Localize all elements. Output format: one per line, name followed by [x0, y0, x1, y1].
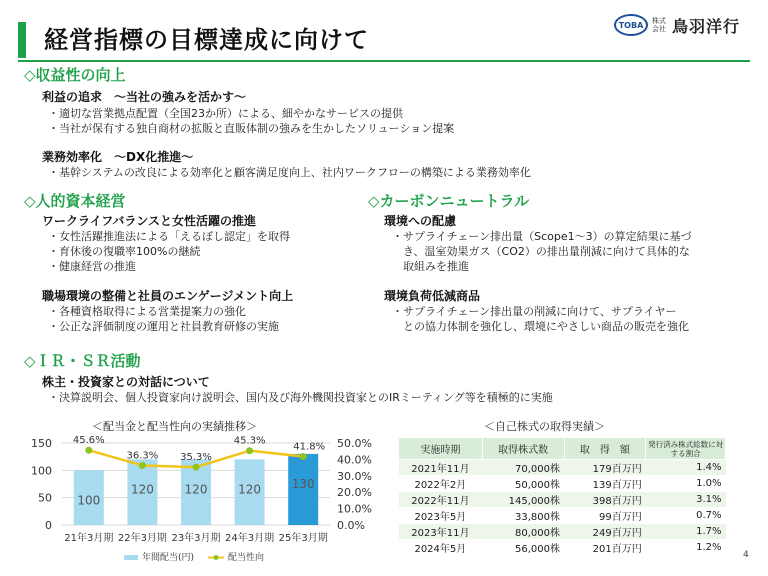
- table-cell: 201百万円: [564, 540, 646, 556]
- payout-ratio-label: 45.6%: [72, 435, 105, 447]
- table-cell: 2022年11月: [399, 492, 483, 508]
- sub-profit-2: 業務効率化 ～DX化推進～: [42, 150, 194, 164]
- heading-profit: ◇収益性の向上: [24, 66, 126, 84]
- table-cell: 70,000株: [482, 460, 564, 476]
- x-tick-label: 24年3月期: [225, 533, 275, 544]
- y2-tick-label: 0.0%: [337, 519, 365, 532]
- payout-ratio-label: 36.3%: [126, 450, 159, 462]
- sub-human-1: ワークライフバランスと女性活躍の推進: [42, 214, 256, 228]
- table-cell: 99百万円: [564, 508, 646, 524]
- x-tick-label: 25年3月期: [278, 533, 328, 544]
- table-cell: 1.4%: [646, 460, 726, 476]
- table-row: [399, 476, 726, 492]
- table-cell: 1.7%: [646, 524, 726, 540]
- dividend-chart: [0, 430, 392, 576]
- payout-ratio-point: [85, 447, 92, 454]
- legend-label-line: 配当性向: [228, 553, 265, 563]
- table-row: [399, 508, 726, 524]
- bar-value-label: 130: [291, 476, 315, 491]
- table-header: 取 得 額: [564, 438, 646, 460]
- table-row: [399, 460, 726, 476]
- sub-carbon-2: 環境負荷低減商品: [384, 289, 481, 303]
- title-accent: [18, 22, 26, 58]
- carbon-item: との協力体制を強化し、環境にやさしい商品の販売を強化: [392, 320, 689, 333]
- legend-swatch-bar: [124, 555, 138, 560]
- ir-item: ・決算説明会、個人投資家向け説明会、国内及び海外機関投資家とのIRミーティング等を積極的に実施: [48, 391, 553, 404]
- table-caption: ＜自己株式の取得実績＞: [484, 420, 605, 433]
- table-row: [399, 524, 726, 540]
- payout-ratio-point: [300, 453, 307, 460]
- y2-tick-label: 40.0%: [337, 453, 372, 467]
- profit-item: ・当社が保有する独自商材の拡販と直販体制の強みを生かしたソリューション提案: [48, 122, 455, 135]
- table-cell: 80,000株: [482, 524, 564, 540]
- sub-human-2: 職場環境の整備と社員のエンゲージメント向上: [42, 289, 294, 303]
- company-logo: [614, 12, 740, 38]
- logo-name: 鳥羽洋行: [672, 16, 741, 36]
- y-tick-label: 150: [31, 437, 52, 450]
- payout-ratio-label: 45.3%: [233, 435, 266, 447]
- table-cell: 33,800株: [482, 508, 564, 524]
- table-header: 実施時期: [399, 438, 483, 460]
- y-tick-label: 50: [38, 491, 52, 505]
- table-cell: 1.0%: [646, 476, 726, 492]
- page-title: 経営指標の目標達成に向けて: [44, 26, 369, 54]
- table-header: 発行済み株式総数に対する割合: [646, 438, 726, 460]
- carbon-item: き、温室効果ガス（CO2）の排出量削減に向けて具体的な: [392, 245, 690, 258]
- table-cell: 2022年2月: [399, 476, 483, 492]
- logo-kaisha: 株式会社: [652, 17, 666, 33]
- x-tick-label: 21年3月期: [64, 533, 114, 544]
- x-tick-label: 23年3月期: [171, 533, 221, 544]
- table-cell: 50,000株: [482, 476, 564, 492]
- legend-label-bar: 年間配当(円): [142, 553, 195, 563]
- bar-value-label: 120: [130, 482, 154, 497]
- y2-tick-label: 30.0%: [337, 469, 372, 483]
- table-cell: 1.2%: [646, 540, 726, 556]
- profit-item: ・基幹システムの改良による効率化と顧客満足度向上、社内ワークフローの構築による業務効率化: [48, 166, 531, 179]
- legend-marker-line: [214, 555, 219, 560]
- y-tick-label: 100: [31, 464, 52, 478]
- table-cell: 3.1%: [646, 492, 726, 508]
- buyback-table: [398, 437, 726, 556]
- table-cell: 2023年5月: [399, 508, 483, 524]
- table-cell: 398百万円: [564, 492, 646, 508]
- table-cell: 56,000株: [482, 540, 564, 556]
- table-row: [399, 492, 726, 508]
- payout-ratio-point: [246, 447, 253, 454]
- table-cell: 249百万円: [564, 524, 646, 540]
- y2-tick-label: 10.0%: [337, 502, 372, 516]
- human-item: ・健康経営の推進: [48, 260, 136, 273]
- bar-value-label: 100: [77, 493, 101, 508]
- carbon-item: ・サプライチェーン排出量（Scope1～3）の算定結果に基づ: [392, 230, 692, 243]
- table-header: 取得株式数: [482, 438, 564, 460]
- table-cell: 179百万円: [564, 460, 646, 476]
- title-rule: [18, 60, 750, 62]
- bar-value-label: 120: [238, 482, 262, 497]
- sub-profit-1: 利益の追求 ～当社の強みを活かす～: [42, 90, 247, 104]
- payout-ratio-point: [193, 464, 200, 471]
- bar-value-label: 120: [184, 482, 208, 497]
- y2-tick-label: 20.0%: [337, 486, 372, 500]
- heading-human: ◇人的資本経営: [24, 192, 126, 210]
- table-cell: 2023年11月: [399, 524, 483, 540]
- human-item: ・女性活躍推進法による「えるぼし認定」を取得: [48, 230, 290, 243]
- carbon-item: 取組みを推進: [392, 260, 469, 273]
- payout-ratio-label: 35.3%: [180, 452, 212, 464]
- table-cell: 2024年5月: [399, 540, 483, 556]
- x-tick-label: 22年3月期: [117, 533, 167, 544]
- table-row: [399, 540, 726, 556]
- heading-ir: ◇ＩＲ・ＳＲ活動: [24, 352, 141, 370]
- human-item: ・公正な評価制度の運用と社員教育研修の実施: [48, 320, 279, 333]
- chart-caption: ＜配当金と配当性向の実績推移＞: [92, 420, 257, 433]
- table-cell: 0.7%: [646, 508, 726, 524]
- page-number: 4: [743, 550, 749, 560]
- table-header-row: [399, 438, 726, 460]
- table-cell: 139百万円: [564, 476, 646, 492]
- carbon-item: ・サプライチェーン排出量の削減に向けて、サプライヤー: [392, 305, 677, 318]
- human-item: ・育休後の復職率100%の継続: [48, 245, 201, 258]
- sub-ir-1: 株主・投資家との対話について: [42, 375, 210, 389]
- table-cell: 145,000株: [482, 492, 564, 508]
- heading-carbon: ◇カーボンニュートラル: [368, 192, 530, 210]
- payout-ratio-label: 41.8%: [293, 441, 326, 453]
- y2-tick-label: 50.0%: [337, 437, 372, 450]
- logo-mark-icon: TOBA: [614, 14, 648, 36]
- y-tick-label: 0: [45, 519, 52, 532]
- payout-ratio-point: [139, 462, 146, 469]
- table-cell: 2021年11月: [399, 460, 483, 476]
- human-item: ・各種資格取得による営業提案力の強化: [48, 305, 246, 318]
- sub-carbon-1: 環境への配慮: [384, 214, 457, 228]
- profit-item: ・適切な営業拠点配置（全国23か所）による、細やかなサービスの提供: [48, 107, 403, 120]
